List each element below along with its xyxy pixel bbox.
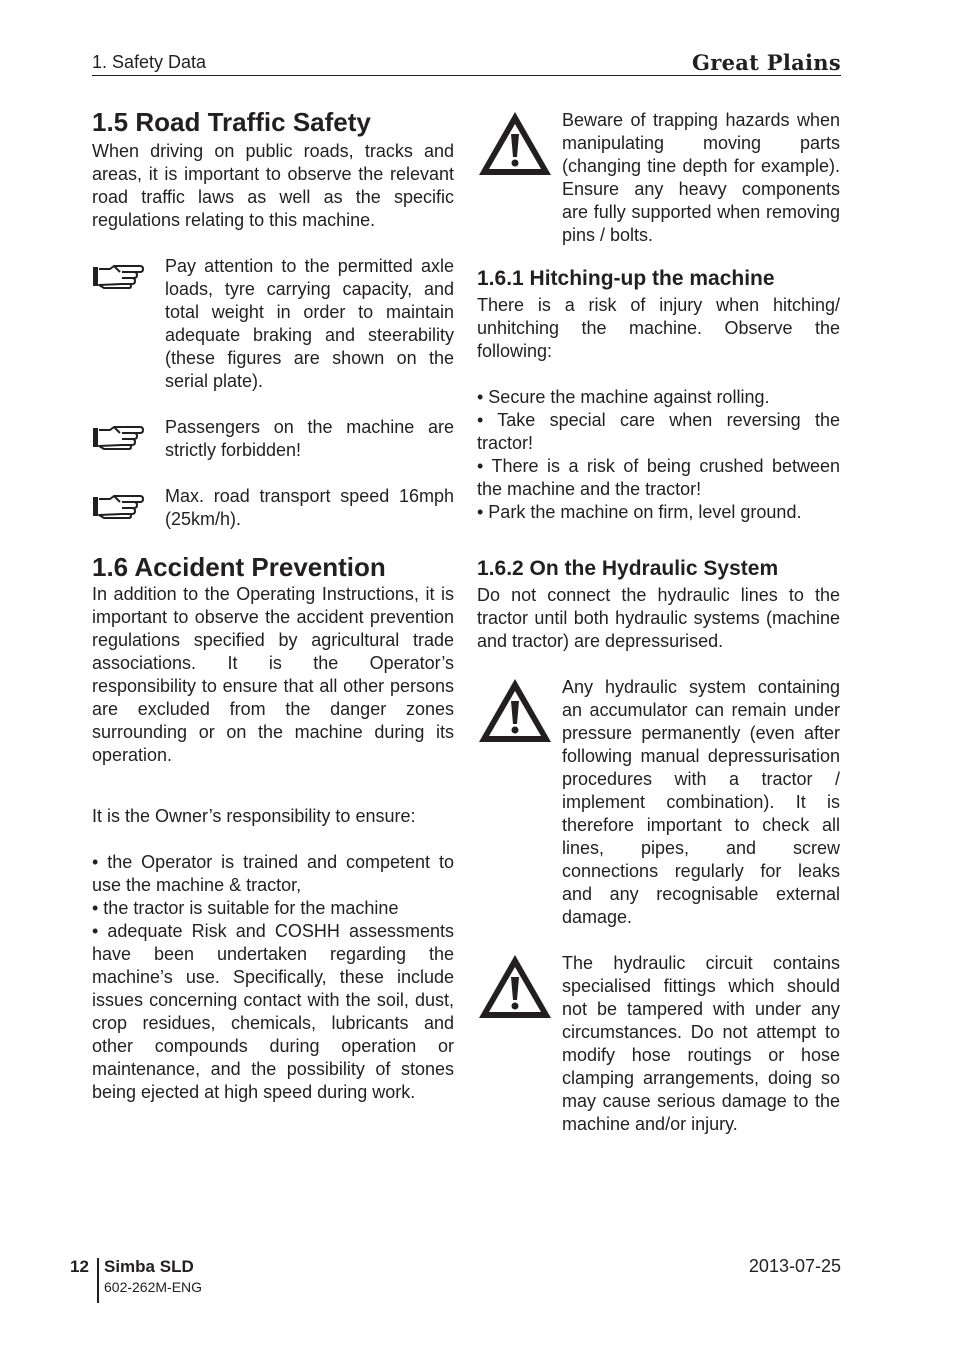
warning-text: Beware of trapping hazards when manipulating moving parts (changing tine depth for example). Ensure any heavy components are fully supported when removing pins / bolts. xyxy=(562,110,840,245)
hydraulic-title: 1.6.2 On the Hydraulic System xyxy=(477,557,779,580)
note-speed xyxy=(92,485,454,531)
footer-divider xyxy=(97,1258,99,1303)
list-item: • adequate Risk and COSHH assessments have been undertaken regarding the machine’s use. Specifically, these include issues concerning contact with the soil, dust, crop residues, chemicals, lubricants and other compounds during operation or maintenance, and the possibility of stones being ejected at high speed during work. xyxy=(92,921,454,1102)
accident-prevention-intro: In addition to the Operating Instructions, it is important to observe the accident prevention regulations specified by agricultural trade associations. It is the Operator’s responsibility to ensure that all other persons are excluded from the danger zones surrounding or on the machine during its operation. xyxy=(92,584,454,765)
pointing-hand-icon xyxy=(92,416,165,450)
warning-triangle-icon xyxy=(477,952,562,1020)
list-item: • Park the machine on firm, level ground. xyxy=(477,502,802,522)
left-column xyxy=(92,106,454,1104)
note-axle-loads xyxy=(92,255,454,393)
owner-bullets xyxy=(92,851,454,1104)
pointing-hand-icon xyxy=(92,485,165,519)
warning-fittings xyxy=(477,952,840,1136)
footer-document-code: 602-262M-ENG xyxy=(104,1279,203,1295)
accident-prevention-title: 1.6 Accident Prevention xyxy=(92,552,386,582)
note-text: Pay attention to the permitted axle loads, tyre carrying capacity, and total weight in order to maintain adequate braking and steerability (these figures are shown on the serial plate). xyxy=(165,256,454,391)
header-section: 1. Safety Data xyxy=(92,52,207,72)
brand-logo: Great Plains xyxy=(691,50,841,75)
list-item: • the tractor is suitable for the machine xyxy=(92,898,399,918)
list-item: • Take special care when reversing the tractor! xyxy=(477,410,840,453)
right-column xyxy=(477,109,840,1136)
hitching-bullets xyxy=(477,386,840,524)
page-number: 12 xyxy=(70,1257,89,1276)
note-passengers xyxy=(92,416,454,462)
owner-responsibility-lead: It is the Owner’s responsibility to ensure: xyxy=(92,806,416,826)
warning-triangle-icon xyxy=(477,109,562,177)
road-safety-intro: When driving on public roads, tracks and areas, it is important to observe the relevant road traffic laws as well as the specific regulations relating to this machine. xyxy=(92,141,454,230)
hitching-intro: There is a risk of injury when hitching/ unhitching the machine. Observe the following: xyxy=(477,295,840,361)
hitching-title: 1.6.1 Hitching-up the machine xyxy=(477,267,775,290)
list-item: • the Operator is trained and competent to use the machine & tractor, xyxy=(92,852,454,895)
list-item: • Secure the machine against rolling. xyxy=(477,387,770,407)
note-text: Max. road transport speed 16mph (25km/h). xyxy=(165,486,454,529)
header-rule xyxy=(92,75,841,76)
warning-triangle-icon xyxy=(477,676,562,744)
road-safety-title: 1.5 Road Traffic Safety xyxy=(92,107,371,137)
footer-date: 2013-07-25 xyxy=(748,1256,841,1276)
list-item: • There is a risk of being crushed between the machine and the tractor! xyxy=(477,456,840,499)
warning-text: The hydraulic circuit contains specialised fittings which should not be tampered with under any circumstances. Do not attempt to modify hose routings or hose clamping arrangements, doing so may cause serious damage to the machine and/or injury. xyxy=(562,953,840,1134)
warning-trapping xyxy=(477,109,840,247)
warning-accumulator xyxy=(477,676,840,929)
note-text: Passengers on the machine are strictly forbidden! xyxy=(165,417,454,460)
footer-model: Simba SLD xyxy=(104,1257,194,1276)
warning-text: Any hydraulic system containing an accumulator can remain under pressure permanently (even after following manual depressurisation procedures with a tractor / implement combination). It is therefore important to check all lines, pipes, and screw connections regularly for leaks and any recognisable external damage. xyxy=(562,677,840,927)
hydraulic-intro: Do not connect the hydraulic lines to the tractor until both hydraulic systems (machine and tractor) are depressurised. xyxy=(477,585,840,651)
pointing-hand-icon xyxy=(92,255,165,289)
